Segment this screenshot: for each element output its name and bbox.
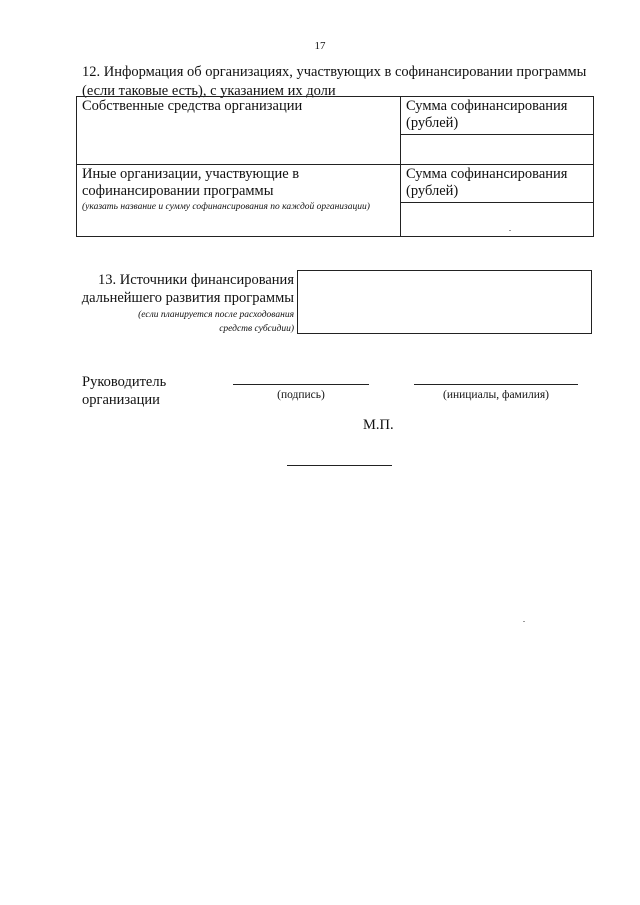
funding-sources-field[interactable] (297, 270, 592, 334)
cofinancing-table (76, 96, 594, 237)
section-13-label-line2: дальнейшего развития программы (81, 290, 294, 306)
own-funds-label: Собственные средства организации (82, 98, 303, 114)
section-12-title-line2: (если таковые есть), с указанием их доли (82, 83, 336, 99)
scan-speck (523, 621, 525, 622)
other-orgs-sum-value[interactable] (401, 203, 594, 237)
scan-speck (509, 230, 511, 231)
section-13-note-line1: (если планируется после расходования (138, 310, 294, 320)
own-funds-sum-value[interactable] (401, 135, 594, 165)
own-funds-cell (77, 97, 401, 165)
sum-unit: (рублей) (406, 115, 459, 131)
end-divider (287, 465, 392, 466)
section-12-title-line1: 12. Информация об организациях, участвующих в софинансировании программы (82, 64, 587, 80)
section-13-label-line1: 13. Источники финансирования (97, 272, 294, 288)
section-13-label (76, 271, 294, 336)
head-label-line1: Руководитель (82, 374, 167, 390)
head-label-line2: организации (82, 392, 160, 408)
section-13-note-line2: средств субсидии) (219, 324, 294, 334)
signature-line[interactable] (233, 384, 369, 385)
signature-caption: (подпись) (277, 389, 325, 401)
sum-unit: (рублей) (406, 183, 459, 199)
other-orgs-label-line2: софинансировании программы (82, 183, 274, 199)
other-orgs-label-line1: Иные организации, участвующие в (82, 166, 300, 182)
page-number: 17 (314, 40, 326, 52)
other-orgs-cell (77, 165, 401, 237)
name-caption: (инициалы, фамилия) (442, 389, 550, 401)
seal-placeholder: М.П. (363, 417, 394, 433)
own-funds-sum-header (401, 97, 594, 135)
sum-label: Сумма софинансирования (406, 98, 568, 114)
name-line[interactable] (414, 384, 578, 385)
sum-label: Сумма софинансирования (406, 166, 568, 182)
other-orgs-sum-header (401, 165, 594, 203)
other-orgs-note: (указать название и сумму софинансирования по каждой организации) (82, 202, 370, 212)
head-of-organization-label (82, 373, 166, 409)
